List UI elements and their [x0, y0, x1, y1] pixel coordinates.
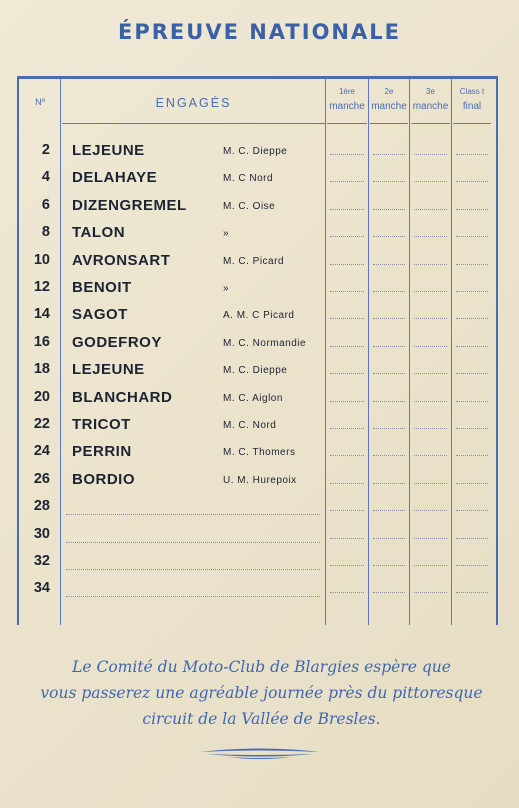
entry-club: M. C Nord	[223, 173, 274, 185]
table-row	[0, 526, 519, 553]
table-row	[0, 169, 519, 196]
table-row	[0, 361, 519, 388]
table-row	[0, 279, 519, 306]
entry-rider-name: LEJEUNE	[72, 142, 145, 159]
result-blank-line	[414, 592, 447, 593]
result-blank-line	[414, 181, 447, 182]
result-blank-line	[373, 318, 405, 319]
result-blank-line	[330, 154, 364, 155]
table-row	[0, 471, 519, 498]
result-blank-line	[456, 483, 488, 484]
result-blank-line	[373, 428, 405, 429]
result-blank-line	[414, 346, 447, 347]
result-blank-line	[456, 592, 488, 593]
result-blank-line	[330, 291, 364, 292]
entry-club: M. C. Thomers	[223, 447, 296, 459]
result-blank-line	[414, 154, 447, 155]
entry-number: 34	[33, 580, 50, 597]
entry-number: 30	[33, 525, 50, 542]
entry-number: 20	[33, 388, 50, 405]
result-blank-line	[456, 565, 488, 566]
result-blank-line	[330, 538, 364, 539]
entry-rider-name: TRICOT	[72, 416, 131, 433]
entry-blank-line	[217, 569, 320, 570]
entry-number: 4	[41, 169, 50, 186]
result-blank-line	[330, 455, 364, 456]
result-blank-line	[414, 318, 447, 319]
entry-club: M. C. Picard	[223, 255, 285, 267]
entry-number: 10	[33, 251, 50, 268]
decorative-swash-icon	[198, 743, 322, 763]
result-blank-line	[414, 264, 447, 265]
result-blank-line	[373, 565, 405, 566]
result-blank-line	[373, 264, 405, 265]
closing-message-line: Le Comité du Moto-Club de Blargies espère que	[72, 658, 451, 676]
entry-rider-name: AVRONSART	[72, 251, 171, 269]
result-blank-line	[414, 510, 447, 511]
result-blank-line	[373, 455, 405, 456]
table-row	[0, 306, 519, 333]
result-blank-line	[456, 346, 488, 347]
result-blank-line	[330, 401, 364, 402]
header-rule	[327, 123, 367, 124]
header-final-top: Class t	[459, 87, 485, 96]
result-blank-line	[373, 291, 405, 292]
result-blank-line	[414, 538, 447, 539]
result-blank-line	[330, 483, 364, 484]
result-blank-line	[373, 510, 405, 511]
closing-message-line: circuit de la Vallée de Bresles.	[142, 710, 381, 728]
table-row	[0, 443, 519, 470]
result-blank-line	[456, 236, 488, 237]
entry-rider-name: BENOIT	[72, 279, 132, 296]
header-manche-1: manche	[329, 101, 365, 112]
result-blank-line	[414, 209, 447, 210]
table-row	[0, 389, 519, 416]
page-title: ÉPREUVE NATIONALE	[118, 20, 401, 44]
result-blank-line	[330, 346, 364, 347]
header-manche-2: manche	[371, 101, 407, 112]
entry-rider-name: PERRIN	[72, 443, 132, 461]
entry-club: M. C. Nord	[223, 420, 277, 431]
table-row	[0, 334, 519, 361]
header-manche-3-top: 3e	[426, 87, 435, 96]
result-blank-line	[456, 510, 488, 511]
table-row	[0, 553, 519, 580]
entry-rider-name: BLANCHARD	[72, 388, 173, 406]
entry-blank-line	[217, 514, 320, 515]
entry-number: 32	[33, 553, 50, 569]
header-manche-1-top: 1ère	[338, 87, 355, 96]
result-blank-line	[373, 346, 405, 347]
table-row	[0, 142, 519, 169]
result-blank-line	[373, 401, 405, 402]
entry-club: A. M. C Picard	[223, 310, 295, 322]
header-rule	[370, 123, 408, 124]
result-blank-line	[456, 209, 488, 210]
entry-blank-line	[66, 569, 216, 570]
entry-rider-name: DIZENGREMEL	[72, 196, 187, 214]
result-blank-line	[456, 455, 488, 456]
header-final: final	[462, 101, 482, 112]
result-blank-line	[414, 428, 447, 429]
header-rule	[411, 123, 450, 124]
entry-rider-name: LEJEUNE	[72, 361, 145, 379]
entry-rider-name: SAGOT	[72, 306, 128, 324]
entry-rider-name: BORDIO	[72, 470, 135, 488]
entry-club: M. C. Aiglon	[223, 392, 283, 404]
header-rule	[62, 123, 325, 124]
result-blank-line	[373, 209, 405, 210]
table-row	[0, 580, 519, 607]
result-blank-line	[330, 428, 364, 429]
entry-number: 14	[33, 306, 50, 323]
result-blank-line	[373, 538, 405, 539]
entry-club: M. C. Dieppe	[223, 365, 288, 377]
result-blank-line	[456, 401, 488, 402]
entry-number: 8	[41, 224, 50, 241]
header-manche-3: manche	[412, 101, 449, 112]
header-engages: ENGAGÉS	[155, 96, 232, 110]
entry-number: 28	[33, 498, 50, 515]
table-row	[0, 252, 519, 279]
result-blank-line	[330, 592, 364, 593]
closing-message-line: vous passerez une agréable journée près du pittoresque	[40, 684, 483, 702]
result-blank-line	[414, 373, 447, 374]
entry-rider-name: TALON	[72, 224, 126, 242]
header-rule	[453, 123, 491, 124]
entry-club: M. C. Normandie	[223, 337, 307, 349]
header-number: Nº	[35, 97, 45, 107]
result-blank-line	[456, 428, 488, 429]
result-blank-line	[414, 455, 447, 456]
result-blank-line	[373, 483, 405, 484]
result-blank-line	[373, 373, 405, 374]
result-blank-line	[456, 538, 488, 539]
result-blank-line	[456, 291, 488, 292]
entry-number: 22	[33, 416, 50, 432]
entry-club: M. C. Dieppe	[223, 146, 288, 157]
result-blank-line	[330, 565, 364, 566]
table-row	[0, 224, 519, 251]
entry-blank-line	[217, 596, 320, 597]
entry-number: 2	[41, 142, 50, 158]
result-blank-line	[330, 264, 364, 265]
result-blank-line	[456, 318, 488, 319]
entry-blank-line	[66, 596, 216, 597]
entry-number: 24	[33, 443, 50, 460]
entry-club: U. M. Hurepoix	[223, 474, 297, 486]
entry-club: »	[223, 283, 230, 294]
entry-number: 6	[41, 196, 50, 213]
result-blank-line	[330, 181, 364, 182]
result-blank-line	[414, 483, 447, 484]
result-blank-line	[414, 291, 447, 292]
result-blank-line	[330, 209, 364, 210]
entry-club: M. C. Oise	[223, 200, 276, 212]
result-blank-line	[456, 264, 488, 265]
result-blank-line	[373, 592, 405, 593]
entry-rider-name: GODEFROY	[72, 333, 162, 351]
result-blank-line	[330, 236, 364, 237]
entry-number: 12	[33, 279, 50, 295]
result-blank-line	[456, 154, 488, 155]
result-blank-line	[414, 236, 447, 237]
result-blank-line	[456, 181, 488, 182]
result-blank-line	[373, 181, 405, 182]
result-blank-line	[330, 318, 364, 319]
entry-number: 16	[33, 333, 50, 350]
result-blank-line	[456, 373, 488, 374]
entry-number: 26	[33, 470, 50, 487]
table-row	[0, 416, 519, 443]
entry-number: 18	[33, 361, 50, 378]
entry-rider-name: DELAHAYE	[72, 169, 158, 187]
header-manche-2-top: 2e	[384, 87, 394, 96]
result-blank-line	[330, 373, 364, 374]
entry-blank-line	[66, 514, 216, 515]
table-row	[0, 498, 519, 525]
result-blank-line	[414, 401, 447, 402]
entry-blank-line	[66, 542, 216, 543]
entry-club: »	[223, 228, 230, 240]
table-row	[0, 197, 519, 224]
result-blank-line	[373, 236, 405, 237]
result-blank-line	[373, 154, 405, 155]
closing-message	[14, 654, 509, 732]
result-blank-line	[330, 510, 364, 511]
entry-blank-line	[217, 542, 320, 543]
result-blank-line	[414, 565, 447, 566]
